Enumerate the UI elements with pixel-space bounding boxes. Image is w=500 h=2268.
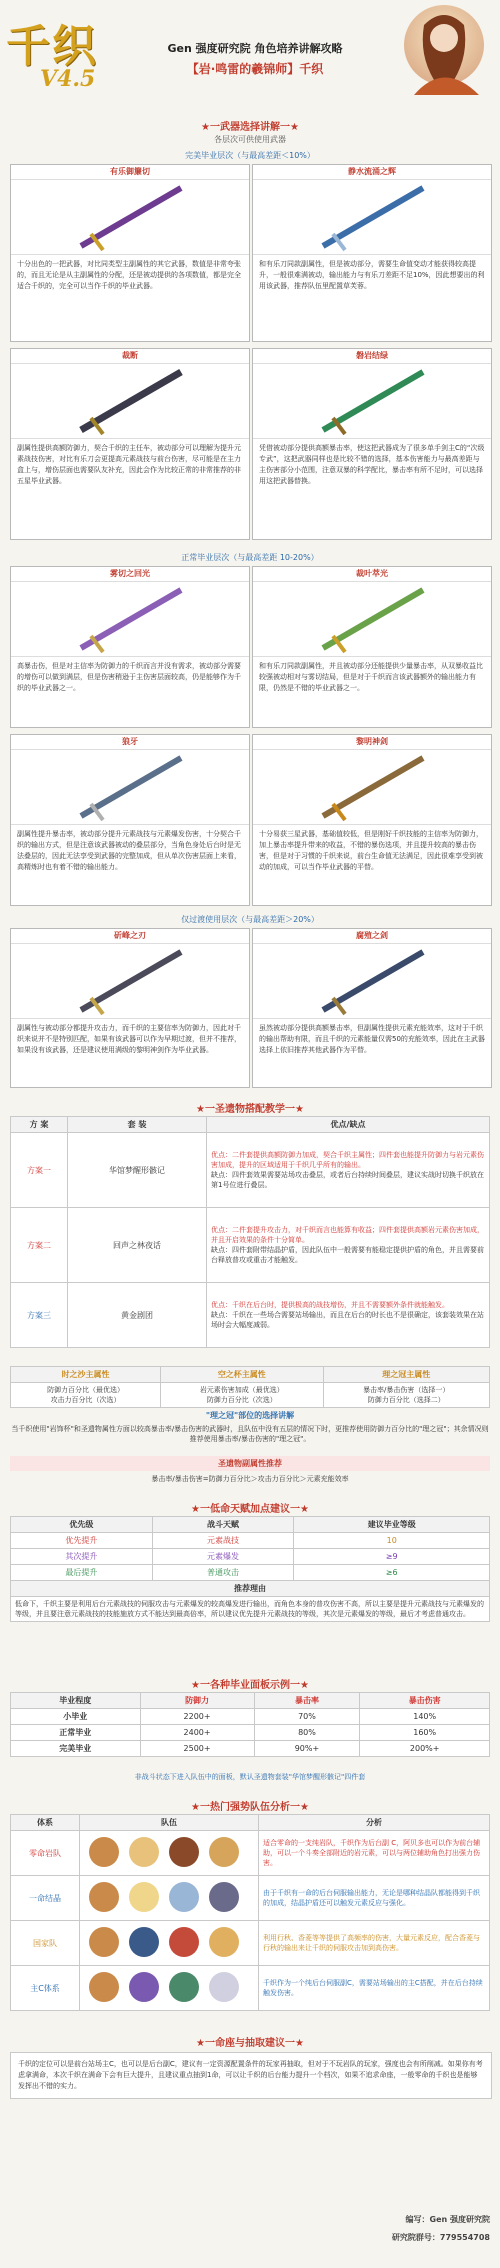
cell: 2200+	[140, 1709, 254, 1725]
col-set: 套 装	[68, 1117, 207, 1133]
main-stat-line: 防御力百分比（最优选）	[47, 1386, 125, 1394]
team-avatars-icon	[84, 1879, 244, 1915]
cell: 2500+	[140, 1741, 254, 1757]
col-header: 队伍	[80, 1815, 259, 1831]
main-stat-title: 理之冠主属性	[323, 1367, 490, 1383]
priority: 优先提升	[11, 1533, 153, 1549]
talent: 普通攻击	[152, 1565, 294, 1581]
sword-icon	[11, 180, 249, 254]
cell: 2400+	[140, 1725, 254, 1741]
priority: 最后提升	[11, 1565, 153, 1581]
weapon-grid	[10, 928, 490, 1088]
weapons-section-title: ★一武器选择讲解一★	[201, 122, 299, 133]
teams-section-title: ★一热门强势队伍分析一★	[191, 1802, 309, 1813]
col-header: 分析	[259, 1815, 490, 1831]
character-subtitle: 【岩·鸣雷的羲锦师】千织	[186, 62, 324, 76]
logo-text: 千织	[6, 21, 98, 72]
team-analysis: 适合零命的一支纯岩队，千织作为后台副 C，阿贝多也可以作为前台辅助，可以一个斗奏全部附近的岩元素，可以与两位辅助角色打出强力伤害。	[259, 1831, 490, 1876]
talent-table	[10, 1516, 490, 1622]
scheme-label: 方案二	[11, 1208, 68, 1283]
cell: 90%+	[254, 1741, 360, 1757]
main-stat-line: 防御力百分比（选择二）	[367, 1396, 445, 1404]
version-label: V4.5	[40, 66, 96, 92]
weapon-grid	[10, 566, 490, 906]
reason-text: 低命下，千织主要是利用后台元素战技的伺服攻击与元素爆发的较高爆发进行输出，而角色本身的普攻伤害不高，所以主要是提升元素战技与元素爆发的等级，并且要注意元素战技的技能施放方式不能达到最高倍率，所以建议优先提升元素战技的等级，其次是元素爆发的等级，最后才考虑普通攻击。	[11, 1597, 490, 1622]
cons-text: 缺点：四件套附带结晶护盾，因此队伍中一般需要有能稳定提供护盾的角色，并且需要前台释放普攻或重击才能触发。	[211, 1246, 484, 1264]
weapon-desc: 和有乐刀同款副属性，但是被动部分，需要生命值变动才能获得较高提升，一般很难满被动，输出能力与有乐刀差距不足10%，因此想要出的利用该武器，推荐队伍里配置草芙蓉。	[259, 260, 485, 290]
weapon-desc: 虽然被动部分提供高额暴击率，但副属性提供元素充能效率，这对于千织的输出帮助有限，而且千织的元素能量仅需50的充能效率，因此在主武器选择上依旧推荐其他武器作为平替。	[259, 1024, 485, 1054]
weapon-name: 雾切之回光	[11, 567, 249, 582]
priority: 其次提升	[11, 1549, 153, 1565]
weapon-card	[10, 734, 250, 906]
team-name: 一命结晶	[11, 1876, 80, 1921]
table-row	[11, 1533, 490, 1549]
artifact-table	[10, 1116, 490, 1348]
table-row	[11, 1725, 490, 1741]
constellation-text: 千织的定位可以是前台站场主C，也可以是后台副C，建议有一定资源配置条件的玩家再抽取，但对于不玩岩队的玩家，强度也会有所削减。如果你有考虑拿满命，本次千织在满命下会有巨大提升，且建议重点抽到1命，可以让千织的后台能力提升一个档次，如果不追求命座，一般零命的千织也是能够发挥出不错的实力。	[10, 2052, 492, 2099]
team-avatars-icon	[84, 1924, 244, 1960]
main-stat-title: 时之沙主属性	[11, 1367, 161, 1383]
weapon-card	[252, 734, 492, 906]
cell: 正常毕业	[11, 1725, 141, 1741]
sword-icon	[253, 750, 491, 824]
talent: 元素战技	[152, 1533, 294, 1549]
talent: 元素爆发	[152, 1549, 294, 1565]
table-row	[11, 1921, 490, 1966]
weapon-desc: 副属性与被动部分都提升攻击力，而千织的主要信率为防御力，因此对千织来说并不是特别匹配，如果有该武器可以作为早期过渡，但并不推荐，如果没有该武器，还是建议使用满级的黎明神剑作为毕业武器。	[17, 1024, 241, 1054]
cell: 140%	[360, 1709, 490, 1725]
weapon-card	[252, 164, 492, 342]
col-header: 防御力	[140, 1693, 254, 1709]
team-avatars-icon	[84, 1834, 244, 1870]
tier-label: 完美毕业层次（与最高差距＜10%）	[185, 151, 315, 160]
weapon-desc: 十分出色的一把武器，对比同类型主副属性的其它武器，数值是非常夸张的，而且无论是从主副属性的分配，还是被动提供的各项数值，都是完全适合千织的，完全可以当作千织的毕业武器。	[17, 260, 241, 290]
cell: 200%+	[360, 1741, 490, 1757]
weapon-card	[252, 928, 492, 1088]
team-name: 主C体系	[11, 1966, 80, 2011]
substat-title: 圣遗物副属性推荐	[10, 1456, 490, 1471]
table-row	[11, 1966, 490, 2011]
table-row	[11, 1565, 490, 1581]
team-analysis: 利用行秋、香菱等等提供了高频率的伤害，大量元素反应，配合香菱与行秋的输出来让千织的伺服攻击加到高伤害。	[259, 1921, 490, 1966]
talents-section-title: ★一低命天赋加点建议一★	[191, 1504, 309, 1515]
crown-title: "理之冠"部位的选择讲解	[205, 1411, 295, 1420]
weapon-card	[252, 348, 492, 540]
set-name: 华馆梦醒形骸记	[68, 1133, 207, 1208]
sword-icon	[253, 944, 491, 1018]
sword-icon	[11, 750, 249, 824]
weapon-name: 黎明神剑	[253, 735, 491, 750]
character-illustration-icon	[384, 0, 494, 110]
col-header: 暴击伤害	[360, 1693, 490, 1709]
weapon-card	[10, 928, 250, 1088]
panel-table	[10, 1692, 490, 1757]
cell: 完美毕业	[11, 1741, 141, 1757]
weapon-desc: 和有乐刀同款副属性，并且被动部分还能提供少量暴击率，从双暴收益比较强被动相对与雾切结局，但是对于千织而言该武器额外的输出能力有限，仍然是不错的毕业武器之一。	[259, 662, 483, 692]
weapon-desc: 高暴击伤，但是对主信率为防御力的千织而言并没有需求，被动部分需要的增伤可以做到满层，但是伤害稍逊于主伤害层面较高，仍是能够作为千织的毕业武器之一。	[17, 662, 241, 692]
team-name: 零命岩队	[11, 1831, 80, 1876]
weapon-name: 裁叶萃光	[253, 567, 491, 582]
main-stat-line: 攻击力百分比（次选）	[50, 1396, 121, 1404]
weapon-name: 磐岩结绿	[253, 349, 491, 364]
header	[0, 0, 500, 110]
sword-icon	[11, 944, 249, 1018]
set-name: 回声之林夜话	[68, 1208, 207, 1283]
team-name: 国家队	[11, 1921, 80, 1966]
pros-text: 优点：二件套提升攻击力，对千织而言也能算有收益；四件套提供高额岩元素伤害加成，并且开启效果的条件十分简单。	[211, 1226, 484, 1244]
sword-icon	[253, 364, 491, 438]
main-stats-table	[10, 1366, 490, 1408]
cell: 小毕业	[11, 1709, 141, 1725]
tier-label: 正常毕业层次（与最高差距 10-20%）	[181, 553, 319, 562]
set-name: 黄金剧团	[68, 1283, 207, 1348]
scheme-label: 方案三	[11, 1283, 68, 1348]
panel-section-title: ★一各种毕业面板示例一★	[191, 1680, 309, 1691]
sword-icon	[253, 582, 491, 656]
table-row	[11, 1283, 490, 1348]
weapon-card	[10, 164, 250, 342]
org-title: Gen 强度研究院 角色培养讲解攻略	[167, 42, 343, 55]
weapon-name: 狼牙	[11, 735, 249, 750]
weapons-note: 各层次可供使用武器	[214, 135, 286, 144]
table-row	[11, 1741, 490, 1757]
weapon-name: 斫峰之刃	[11, 929, 249, 944]
col-header: 战斗天赋	[152, 1517, 294, 1533]
col-proscons: 优点/缺点	[207, 1117, 490, 1133]
weapon-desc: 副属性提供高额防御力，契合千织的主任车，被动部分可以理解为提升元素战技伤害，对比有乐刀会更提高元素战技与前台伤害，尽可能是在主力盒上与，增伤层面也需要队友补充，因此会作为比较正常的非常推荐的非五星毕业武器。	[17, 444, 241, 485]
col-header: 体系	[11, 1815, 80, 1831]
sword-icon	[11, 364, 249, 438]
weapon-desc: 十分易获三星武器，基础值较低，但是刚好千织技能的主信率为防御力，加上暴击率提升带来的收益，不错的暴伤选项，并且提升较高的暴击伤害，但是对于习惯的千织来说，前台生命值无法满足，因此很难享受到被动的加成，可以当作毕业武器的平替。	[259, 830, 483, 871]
col-header: 优先级	[11, 1517, 153, 1533]
pros-text: 优点：千织在后台时，提供极高的战技增伤，并且不需要额外条件就能触发。	[211, 1301, 449, 1309]
cell: 70%	[254, 1709, 360, 1725]
main-stat-line: 防御力百分比（次选）	[206, 1396, 277, 1404]
table-row	[11, 1831, 490, 1876]
col-scheme: 方 案	[11, 1117, 68, 1133]
reason-title: 推荐理由	[11, 1581, 490, 1597]
level: 10	[294, 1533, 490, 1549]
table-row	[11, 1709, 490, 1725]
cell: 80%	[254, 1725, 360, 1741]
constellation-section-title: ★一命座与抽取建议一★	[196, 2038, 304, 2049]
table-row	[11, 1549, 490, 1565]
pros-text: 优点：二件套提供高额防御力加成，契合千织主属性；四件套也能提升防御力与岩元素伤害加成，提升的区域适用于千织几乎所有的输出。	[211, 1151, 484, 1169]
crown-text: 当千织使用"岩饰杯"和圣遗物属性方面以较高暴击率/暴击伤害的武器时，且队伍中没有五层的情况下时，更推荐使用防御力百分比的"理之冠"；其余情况则推荐使用暴击率/暴击伤害的"理之冠"。	[11, 1425, 489, 1443]
team-avatars-icon	[84, 1969, 244, 2005]
col-header: 建议毕业等级	[294, 1517, 490, 1533]
level: ≥6	[294, 1565, 490, 1581]
signature-author: 编写：Gen 强度研究院	[405, 2215, 490, 2224]
team-table	[10, 1814, 490, 2011]
weapon-name: 有乐御簾切	[11, 165, 249, 180]
weapon-name: 腐殖之剑	[253, 929, 491, 944]
weapon-card	[252, 566, 492, 728]
table-row	[11, 1876, 490, 1921]
col-header: 暴击率	[254, 1693, 360, 1709]
cons-text: 缺点：四件套效果需要站场攻击叠层，或者后台持续时间叠层，建议实战时切换千织放在第1号位进行叠层。	[211, 1171, 484, 1189]
weapon-grid	[10, 164, 490, 544]
artifacts-section-title: ★一圣遗物搭配教学一★	[196, 1104, 304, 1115]
substat-text: 暴击率/暴击伤害=防御力百分比＞攻击力百分比＞元素充能效率	[151, 1475, 349, 1483]
cons-text: 缺点：千织在一些场合需要站场输出，而且在后台的时长也不是很确定，该套装效果在站场时会大幅度减弱。	[211, 1311, 484, 1329]
weapon-name: 静水流涌之辉	[253, 165, 491, 180]
signature-group: 研究院群号：779554708	[391, 2233, 490, 2242]
table-row	[11, 1133, 490, 1208]
sword-icon	[11, 582, 249, 656]
col-header: 毕业程度	[11, 1693, 141, 1709]
team-analysis: 千织作为一个纯后台伺服副C，需要站场输出的主C搭配，并在后台持续触发伤害。	[259, 1966, 490, 2011]
table-row	[11, 1208, 490, 1283]
weapon-desc: 凭借被动部分提供高额暴击率，使这把武器成为了很多单手剑主C的“次级专武”，这把武器同样也是比较不错的选择，基本伤害能力与最高差距与主伤害部分小范围，注意双暴的科学配比，暴击率有所不足时，可以选择用这把武器替换。	[259, 444, 485, 485]
team-analysis: 由于千织有一命的后台伺服输出能力，无论是哪种结晶队都能得到千织的加成，结晶护盾还可以触发元素反应与强化。	[259, 1876, 490, 1921]
tier-label: 仅过渡使用层次（与最高差距＞20%）	[181, 915, 319, 924]
weapon-name: 裁断	[11, 349, 249, 364]
main-stat-line: 岩元素伤害加成（最优选）	[199, 1386, 284, 1394]
panel-note: 非战斗状态下进入队伍中的面板，默认圣遗物套装"华馆梦醒形骸记"四件套	[134, 1773, 366, 1781]
weapon-card	[10, 348, 250, 540]
weapon-card	[10, 566, 250, 728]
cell: 160%	[360, 1725, 490, 1741]
main-stat-title: 空之杯主属性	[161, 1367, 323, 1383]
scheme-label: 方案一	[11, 1133, 68, 1208]
level: ≥9	[294, 1549, 490, 1565]
weapon-desc: 副属性提升暴击率，被动部分提升元素战技与元素爆发伤害，十分契合千织的输出方式，但是注意该武器被动的叠层部分，当角色身处后台时是无法叠层的，因此无法享受到武器的完整加成，但从单次伤害层面上来看，高精炼时也有着不错的输出能力。	[17, 830, 241, 871]
main-stat-line: 暴击率/暴击伤害（选择一）	[363, 1386, 450, 1394]
sword-icon	[253, 180, 491, 254]
